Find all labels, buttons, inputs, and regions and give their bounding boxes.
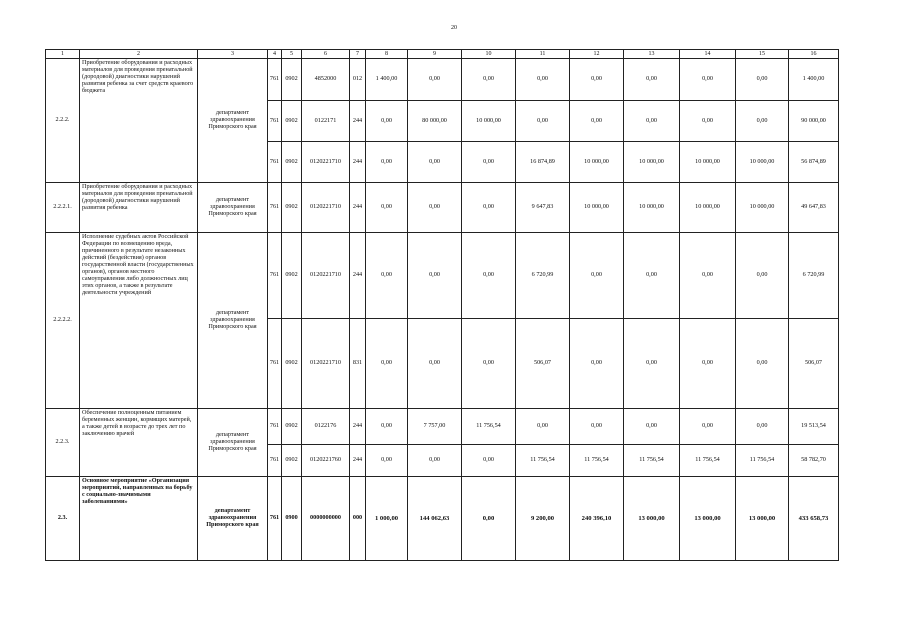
item-number: 2.2.2. (46, 59, 80, 183)
item-description: Приобретение оборудования и расходных материалов для проведения пренатальной (дородовой) диагностики нарушений развития ребенка за счет средств краевого бюджета (80, 59, 198, 183)
year-value: 0,00 (408, 142, 462, 183)
year-value: 0,00 (366, 319, 408, 409)
page-number: 20 (451, 25, 457, 31)
year-value: 0,00 (624, 319, 680, 409)
budget-admin-code: 761 (268, 233, 282, 319)
year-value: 11 756,54 (462, 409, 516, 445)
responsible-executor: департамент здравоохранения Приморского края (198, 409, 268, 477)
year-value: 6 720,99 (516, 233, 570, 319)
table-header (46, 50, 839, 59)
year-value: 0,00 (516, 409, 570, 445)
header-cell: 7 (350, 50, 366, 59)
target-article-code: 0120221710 (302, 183, 350, 233)
section-code: 0902 (282, 409, 302, 445)
year-value: 0,00 (366, 142, 408, 183)
expense-type-code: 244 (350, 142, 366, 183)
year-value: 0,00 (408, 445, 462, 477)
year-value: 0,00 (462, 445, 516, 477)
year-value: 0,00 (366, 445, 408, 477)
budget-admin-code: 761 (268, 59, 282, 101)
total-value: 433 658,73 (789, 477, 839, 561)
year-value: 0,00 (570, 233, 624, 319)
total-value: 49 647,83 (789, 183, 839, 233)
year-value: 0,00 (736, 233, 789, 319)
year-value: 0,00 (462, 59, 516, 101)
item-description: Основное мероприятие «Организация мероприятий, направленных на борьбу с социально-значимыми заболеваниями» (80, 477, 198, 561)
year-value: 240 396,10 (570, 477, 624, 561)
target-article-code: 0120221710 (302, 233, 350, 319)
header-cell: 8 (366, 50, 408, 59)
year-value: 0,00 (736, 59, 789, 101)
year-value: 0,00 (408, 183, 462, 233)
year-value: 1 000,00 (366, 477, 408, 561)
total-value: 1 400,00 (789, 59, 839, 101)
total-value: 58 782,70 (789, 445, 839, 477)
budget-admin-code: 761 (268, 183, 282, 233)
year-value: 0,00 (366, 233, 408, 319)
year-value: 9 647,83 (516, 183, 570, 233)
table-body (46, 59, 839, 561)
header-cell: 13 (624, 50, 680, 59)
year-value: 7 757,00 (408, 409, 462, 445)
header-cell: 12 (570, 50, 624, 59)
year-value: 0,00 (516, 101, 570, 142)
budget-admin-code: 761 (268, 101, 282, 142)
year-value: 0,00 (680, 233, 736, 319)
target-article-code: 0120221760 (302, 445, 350, 477)
header-cell: 3 (198, 50, 268, 59)
section-code: 0902 (282, 183, 302, 233)
header-cell: 4 (268, 50, 282, 59)
responsible-executor: департамент здравоохранения Приморского края (198, 477, 268, 561)
expense-type-code: 244 (350, 409, 366, 445)
year-value: 0,00 (570, 101, 624, 142)
item-description: Исполнение судебных актов Российской Федерации по возмещению вреда, причиненного в результате незаконных действий (бездействия) органов государственной власти (государственных органов), органов местного самоуправления либо должностных лиц этих органов, а также в результате деятельности учреждений (80, 233, 198, 409)
header-cell: 1 (46, 50, 80, 59)
item-description: Обеспечение полноценным питанием беременных женщин, кормящих матерей, а также детей в возрасте до трех лет по заключению врачей (80, 409, 198, 477)
item-description: Приобретение оборудования и расходных материалов для проведения пренатальной (дородовой) диагностики нарушений развития ребенка (80, 183, 198, 233)
target-article-code: 0120221710 (302, 142, 350, 183)
year-value: 0,00 (408, 59, 462, 101)
year-value: 0,00 (736, 319, 789, 409)
header-cell: 15 (736, 50, 789, 59)
target-article-code: 0122176 (302, 409, 350, 445)
year-value: 0,00 (570, 409, 624, 445)
year-value: 10 000,00 (624, 183, 680, 233)
table-row (46, 183, 839, 233)
section-code: 0902 (282, 445, 302, 477)
section-code: 0900 (282, 477, 302, 561)
header-cell: 6 (302, 50, 350, 59)
header-cell: 2 (80, 50, 198, 59)
header-cell: 11 (516, 50, 570, 59)
year-value: 0,00 (624, 59, 680, 101)
year-value: 0,00 (680, 101, 736, 142)
item-number: 2.2.2.1. (46, 183, 80, 233)
budget-admin-code: 761 (268, 445, 282, 477)
year-value: 10 000,00 (736, 183, 789, 233)
year-value: 11 756,54 (570, 445, 624, 477)
section-code: 0902 (282, 319, 302, 409)
target-article-code: 4852000 (302, 59, 350, 101)
year-value: 0,00 (462, 319, 516, 409)
expense-type-code: 244 (350, 183, 366, 233)
expense-type-code: 831 (350, 319, 366, 409)
year-value: 0,00 (366, 101, 408, 142)
budget-admin-code: 761 (268, 142, 282, 183)
year-value: 13 000,00 (624, 477, 680, 561)
year-value: 11 756,54 (736, 445, 789, 477)
year-value: 0,00 (462, 233, 516, 319)
header-cell: 16 (789, 50, 839, 59)
header-cell: 9 (408, 50, 462, 59)
header-cell: 5 (282, 50, 302, 59)
year-value: 144 062,63 (408, 477, 462, 561)
year-value: 0,00 (570, 319, 624, 409)
year-value: 0,00 (462, 183, 516, 233)
section-code: 0902 (282, 59, 302, 101)
total-value: 19 513,54 (789, 409, 839, 445)
table-row (46, 233, 839, 319)
section-code: 0902 (282, 142, 302, 183)
year-value: 11 756,54 (680, 445, 736, 477)
section-code: 0902 (282, 233, 302, 319)
header-cell: 14 (680, 50, 736, 59)
year-value: 0,00 (624, 409, 680, 445)
responsible-executor: департамент здравоохранения Приморского края (198, 233, 268, 409)
section-code: 0902 (282, 101, 302, 142)
year-value: 10 000,00 (736, 142, 789, 183)
year-value: 11 756,54 (624, 445, 680, 477)
total-value: 6 720,99 (789, 233, 839, 319)
year-value: 0,00 (736, 409, 789, 445)
year-value: 0,00 (624, 101, 680, 142)
expense-type-code: 244 (350, 445, 366, 477)
expense-type-code: 244 (350, 233, 366, 319)
year-value: 0,00 (408, 319, 462, 409)
year-value: 0,00 (680, 319, 736, 409)
header-cell: 10 (462, 50, 516, 59)
total-value: 90 000,00 (789, 101, 839, 142)
year-value: 0,00 (736, 101, 789, 142)
item-number: 2.2.2.2. (46, 233, 80, 409)
year-value: 11 756,54 (516, 445, 570, 477)
year-value: 10 000,00 (680, 183, 736, 233)
year-value: 10 000,00 (680, 142, 736, 183)
year-value: 10 000,00 (624, 142, 680, 183)
item-number: 2.3. (46, 477, 80, 561)
header-row (46, 50, 839, 59)
year-value: 10 000,00 (570, 142, 624, 183)
budget-table (45, 49, 839, 561)
year-value: 0,00 (516, 59, 570, 101)
year-value: 0,00 (680, 59, 736, 101)
table-row (46, 477, 839, 561)
budget-admin-code: 761 (268, 319, 282, 409)
year-value: 0,00 (366, 409, 408, 445)
responsible-executor: департамент здравоохранения Приморского края (198, 59, 268, 183)
year-value: 10 000,00 (570, 183, 624, 233)
total-value: 56 874,89 (789, 142, 839, 183)
year-value: 9 200,00 (516, 477, 570, 561)
year-value: 0,00 (680, 409, 736, 445)
year-value: 506,07 (516, 319, 570, 409)
year-value: 0,00 (366, 183, 408, 233)
budget-admin-code: 761 (268, 409, 282, 445)
year-value: 0,00 (462, 142, 516, 183)
year-value: 0,00 (624, 233, 680, 319)
year-value: 16 874,89 (516, 142, 570, 183)
year-value: 80 000,00 (408, 101, 462, 142)
year-value: 13 000,00 (736, 477, 789, 561)
expense-type-code: 244 (350, 101, 366, 142)
expense-type-code: 012 (350, 59, 366, 101)
responsible-executor: департамент здравоохранения Приморского края (198, 183, 268, 233)
year-value: 0,00 (462, 477, 516, 561)
budget-admin-code: 761 (268, 477, 282, 561)
target-article-code: 0120221710 (302, 319, 350, 409)
table-row (46, 409, 839, 445)
year-value: 13 000,00 (680, 477, 736, 561)
expense-type-code: 000 (350, 477, 366, 561)
year-value: 10 000,00 (462, 101, 516, 142)
year-value: 0,00 (408, 233, 462, 319)
target-article-code: 0000000000 (302, 477, 350, 561)
item-number: 2.2.3. (46, 409, 80, 477)
table-row (46, 59, 839, 101)
target-article-code: 0122171 (302, 101, 350, 142)
year-value: 0,00 (570, 59, 624, 101)
total-value: 506,07 (789, 319, 839, 409)
year-value: 1 400,00 (366, 59, 408, 101)
